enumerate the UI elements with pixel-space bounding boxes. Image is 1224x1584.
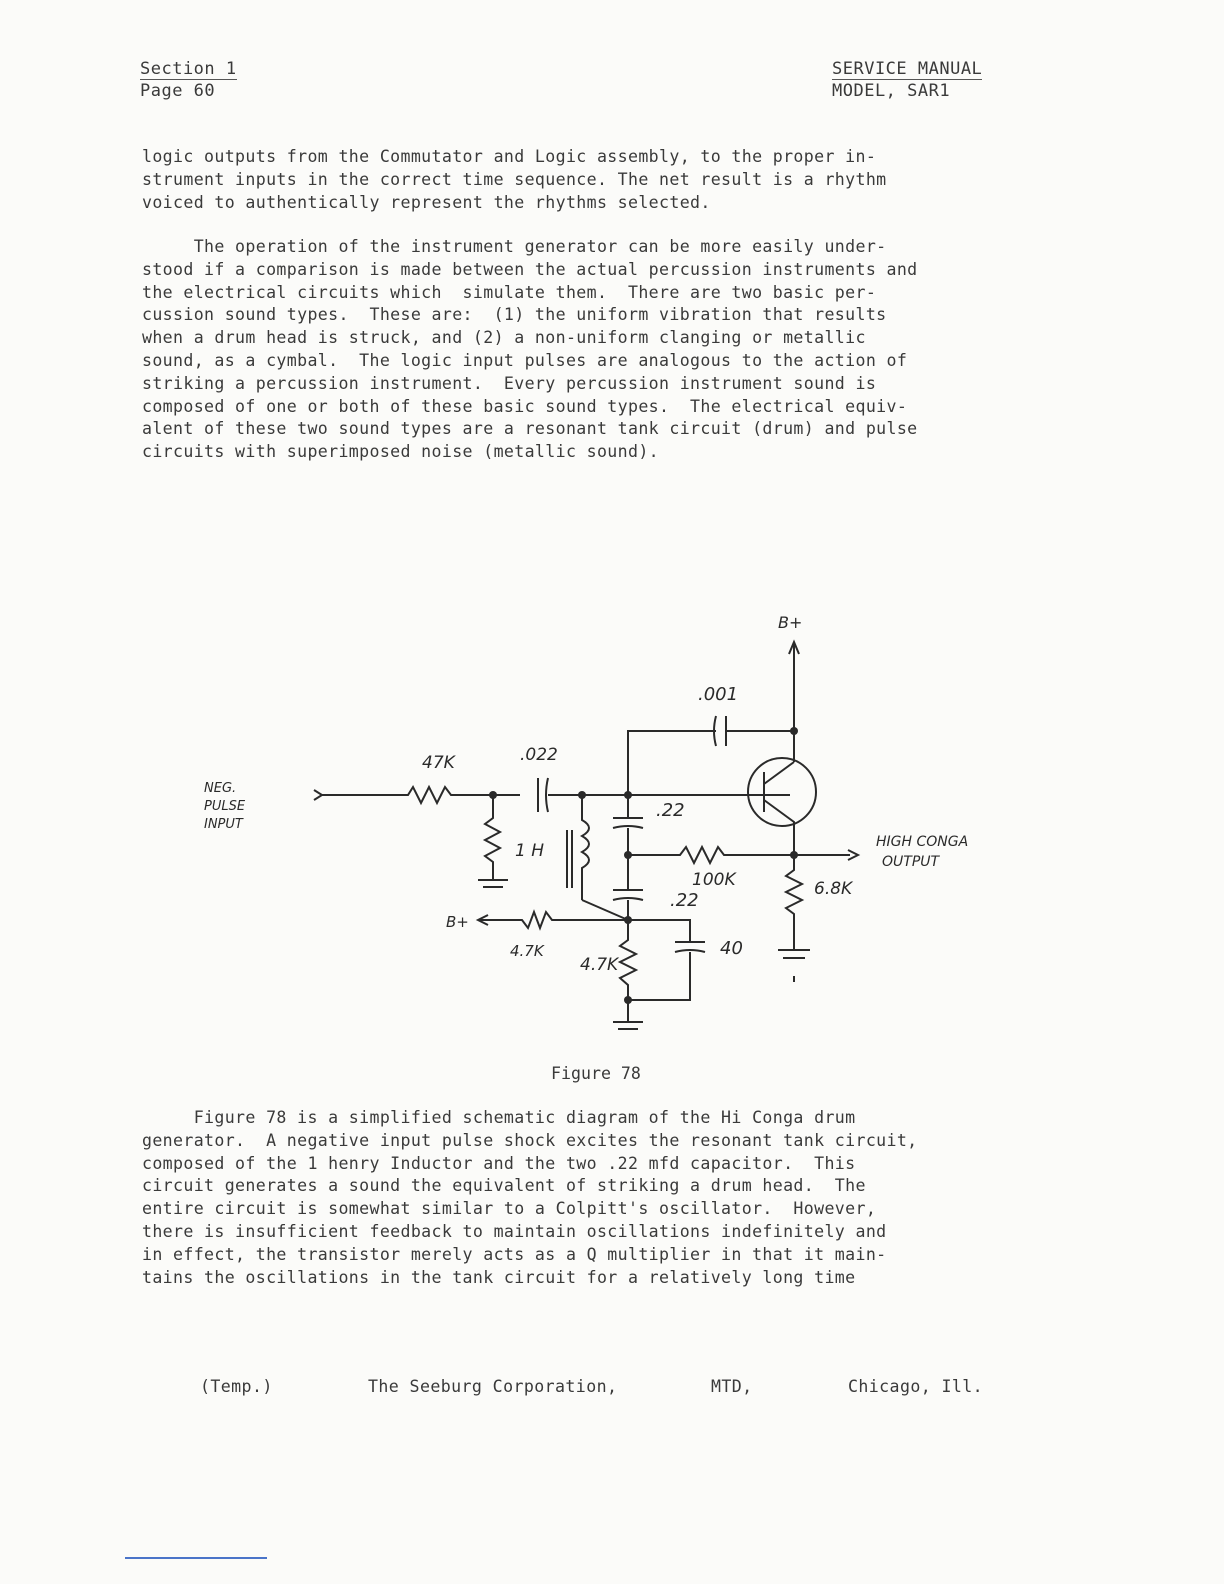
c4-label: 40 — [720, 938, 743, 959]
r1-label: 47K — [422, 753, 455, 773]
r-out — [786, 855, 802, 950]
inductor-label: 1 H — [515, 841, 545, 861]
c-fb — [628, 716, 794, 795]
c3 — [613, 855, 643, 920]
r3 — [620, 920, 636, 1000]
c2 — [613, 795, 643, 855]
text-line: Figure 78 is a simplified schematic diagram of the Hi Conga drum — [142, 1108, 856, 1127]
c4 — [628, 920, 705, 1000]
paragraph-2 — [142, 236, 1002, 464]
page-number: Page 60 — [140, 81, 216, 101]
text-line: circuits with superimposed noise (metallic sound). — [142, 442, 660, 462]
text-line: tains the oscillations in the tank circuit for a relatively long time — [142, 1267, 856, 1287]
footer-city: Chicago, Ill. — [848, 1377, 984, 1396]
r-fb — [628, 847, 794, 863]
output-label-output: OUTPUT — [882, 854, 940, 870]
text-line: logic outputs from the Commutator and Logic assembly, to the proper in- — [142, 147, 877, 166]
text-line: composed of the 1 henry Inductor and the two .22 mfd capacitor. This — [142, 1153, 856, 1173]
c3-label: .22 — [670, 890, 699, 911]
c2-label: .22 — [656, 800, 685, 821]
text-line: cussion sound types. These are: (1) the uniform vibration that results — [142, 305, 887, 325]
ground-r3 — [613, 1000, 643, 1029]
model-label: MODEL, SAR1 — [832, 81, 951, 101]
input-label-input: INPUT — [204, 817, 243, 832]
text-line: the electrical circuits which simulate them. There are two basic per- — [142, 282, 877, 302]
text-line: there is insufficient feedback to maintain oscillations indefinitely and — [142, 1221, 887, 1241]
r-out-label: 6.8K — [814, 879, 853, 899]
section-label: Section 1 — [140, 59, 237, 79]
text-line: circuit generates a sound the equivalent of striking a drum head. The — [142, 1176, 866, 1196]
text-line: sound, as a cymbal. The logic input pulses are analogous to the action of — [142, 350, 908, 370]
input-label-neg: NEG. — [204, 781, 237, 796]
transistor-base — [764, 762, 794, 855]
r2-label: 4.7K — [510, 942, 544, 960]
footer-temp: (Temp.) — [200, 1377, 273, 1396]
text-line: composed of one or both of these basic sound types. The electrical equiv- — [142, 396, 908, 416]
text-line: The operation of the instrument generator can be more easily under- — [142, 237, 887, 256]
r3-label: 4.7K — [580, 955, 619, 975]
header-right — [832, 58, 982, 102]
input-label-pulse: PULSE — [204, 799, 246, 814]
footer-company: The Seeburg Corporation, — [368, 1377, 618, 1396]
text-line: voiced to authentically represent the rhythms selected. — [142, 192, 711, 212]
schematic-diagram — [180, 600, 1030, 1050]
c-fb-label: .001 — [698, 684, 739, 705]
input-arrow — [314, 790, 322, 800]
text-line: in effect, the transistor merely acts as a Q multiplier in that it main- — [142, 1244, 887, 1264]
inductor-coil — [567, 795, 589, 900]
text-line: alent of these two sound types are a resonant tank circuit (drum) and pulse — [142, 419, 918, 439]
ground-symbol — [478, 880, 508, 887]
bplus-left-label: B+ — [446, 913, 469, 931]
header-left — [140, 58, 237, 102]
bplus-top-label: B+ — [778, 613, 803, 632]
paragraph-1 — [142, 146, 1002, 214]
figure-caption: Figure 78 — [551, 1064, 641, 1083]
text-line: stood if a comparison is made between the actual percussion instruments and — [142, 259, 918, 279]
output-label-high-conga: HIGH CONGA — [876, 834, 969, 850]
r-ground-wire — [485, 795, 500, 880]
inductor-to-emitter — [582, 900, 628, 920]
ground-out — [778, 950, 810, 982]
text-line: when a drum head is struck, and (2) a non-uniform clanging or metallic — [142, 328, 866, 348]
footer-mtd: MTD, — [711, 1377, 753, 1396]
c1-label: .022 — [520, 745, 558, 765]
text-line: generator. A negative input pulse shock excites the resonant tank circuit, — [142, 1130, 918, 1150]
text-line: striking a percussion instrument. Every percussion instrument sound is — [142, 373, 877, 393]
transistor-body — [748, 758, 816, 826]
edge-mark — [125, 1557, 267, 1559]
c1-plates — [538, 778, 548, 812]
text-line: entire circuit is somewhat similar to a Colpitt's oscillator. However, — [142, 1199, 877, 1219]
text-line: strument inputs in the correct time sequence. The net result is a rhythm — [142, 169, 887, 189]
r-fb-label: 100K — [692, 870, 736, 890]
bplus-left-wire — [480, 912, 628, 928]
manual-title: SERVICE MANUAL — [832, 59, 983, 79]
paragraph-3 — [142, 1107, 1002, 1289]
